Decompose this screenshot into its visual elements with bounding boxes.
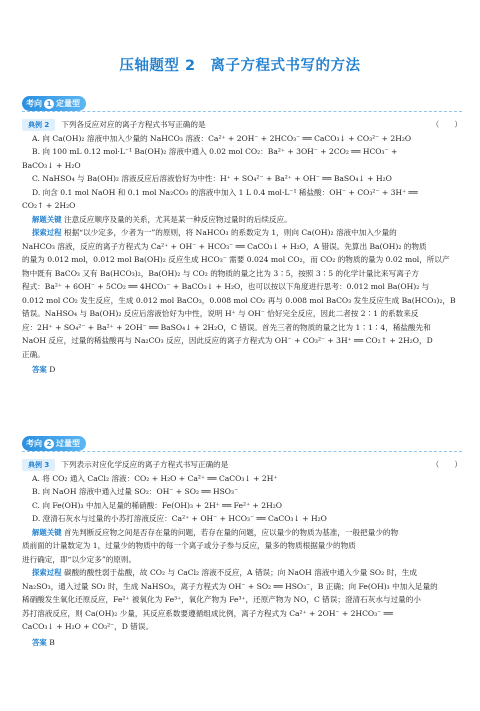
section-2-header	[22, 436, 86, 451]
key-line-2: 进行确定，即“以少定多”的原则。	[22, 554, 137, 564]
key-label: 解题关键	[32, 214, 62, 224]
process-line-4: 程式：Ba²⁺ + 6OH⁻ + 5CO₂ ══ 4HCO₃⁻ + BaCO₃↓ + H₂O，也可以按以下角度进行思考：0.012 mol Ba(OH)₂ 与	[22, 282, 430, 291]
answer-value: B	[49, 637, 55, 647]
process-line-7: 应：2H⁺ + SO₄²⁻ + Ba²⁺ + 2OH⁻ ══ BaSO₄↓ + 2H₂O，C 错误。首先三者的物质的量之比为 1∶1∶4，稀盐酸先和	[22, 322, 431, 332]
process-line-8: NaOH 反应，过量的稀盐酸再与 Na₂CO₃ 反应，因此反应的离子方程式为 OH⁻ + CO₃²⁻ + 3H⁺ ══ CO₂↑ + 2H₂O，D	[22, 336, 433, 345]
process-line-2: 稀硝酸发生氧化还原反应，Fe²⁺ 被氧化为 Fe³⁺，氧化产物为 Fe³⁺，还原产物为 NO，C 错误；澄清石灰水与过量的小	[22, 595, 421, 604]
process-text: 碳酸的酸性弱于盐酸，故 CO₂ 与 CaCl₂ 溶液不反应，A 错误；向 NaOH 溶液中通入少量 SO₂ 时，生成	[64, 568, 417, 577]
tag-label: 定量型	[56, 99, 80, 108]
key-point	[22, 213, 462, 227]
answer-value: D	[49, 365, 56, 374]
option-a: A. 向 Ca(OH)₂ 溶液中加入少量的 NaHCO₃ 溶液：Ca²⁺ + 2OH⁻ + 2HCO₃⁻ ══ CaCO₃↓ + CO₃²⁻ + 2H₂O	[32, 133, 412, 143]
process-text: 根据“以少定多，少者为一”的原则，将 NaHCO₃ 的系数定为 1，则向 Ca(OH)₂ 溶液中加入少量的	[64, 228, 397, 237]
option-a: A. 将 CO₂ 通入 CaCl₂ 溶液：CO₂ + H₂O + Ca²⁺ ══ CaCO₃↓ + 2H⁺	[32, 473, 278, 483]
process-line-0	[22, 226, 462, 240]
process-label: 探索过程	[32, 568, 62, 577]
process-line-2: 的量为 0.012 mol，0.012 mol Ba(OH)₂ 反应生成 HCO₃⁻ 需要 0.024 mol CO₂，而 CO₂ 的物质的量为 0.02 mol，所以产	[22, 255, 450, 264]
option-d-cont: CO₂↑ + 2H₂O	[22, 201, 76, 210]
page-title: 压轴题型 2 离子方程式书写的方法	[119, 58, 361, 74]
key-text: 首先判断反应物之间是否存在量的问题，若存在量的问题，应以量少的物质为基准，一般把量少的物	[64, 527, 399, 537]
section-1-divider	[22, 111, 462, 112]
process-line-1: Na₂SO₃，通入过量 SO₂ 时，生成 NaHSO₃，离子方程式为 OH⁻ + SO₂ ══ HSO₃⁻，B 正确；向 Fe(OH)₃ 中加入足量的	[22, 581, 438, 591]
tag-number: 2	[44, 439, 54, 449]
process-line-6: 错误。NaHSO₄ 与 Ba(OH)₂ 反应后溶液恰好为中性，说明 H⁺ 与 OH⁻ 恰好完全反应，因此二者按 2∶1 的系数来反	[22, 309, 419, 318]
section-2-tag	[22, 436, 86, 451]
option-b: B. 向 100 mL 0.12 mol·L⁻¹ Ba(OH)₂ 溶液中通入 0.02 mol CO₂：Ba²⁺ + 3OH⁻ + 2CO₂ ══ HCO₃⁻ +	[32, 147, 398, 156]
process-line-4: CaCO₃↓ + H₂O + CO₃²⁻，D 错误。	[22, 622, 154, 631]
tag-number: 1	[44, 99, 54, 109]
process-line-0	[22, 566, 462, 580]
example-2-block	[22, 118, 462, 377]
option-d: D. 澄清石灰水与过量的小苏打溶液反应：Ca²⁺ + OH⁻ + HCO₃⁻ ══ CaCO₃↓ + H₂O	[32, 514, 327, 523]
section-1-tag	[22, 96, 86, 111]
process-line-9: 正确。	[22, 349, 45, 359]
option-d: D. 向含 0.1 mol NaOH 和 0.1 mol Na₂CO₃ 的溶液中加入 1 L 0.4 mol·L⁻¹ 稀盐酸：OH⁻ + CO₃²⁻ + 3H⁺ ══	[32, 187, 418, 197]
tag-prefix: 考向	[26, 439, 42, 448]
option-c: C. 向 Fe(OH)₃ 中加入足量的稀硝酸：Fe(OH)₃ + 2H⁺ ══ Fe²⁺ + 2H₂O	[32, 500, 282, 510]
process-line-3: 苏打溶液反应，则 Ca(OH)₂ 少量，其反应系数要遵循组成比例，离子方程式为 Ca²⁺ + 2OH⁻ + 2HCO₃⁻ ══	[22, 608, 393, 618]
key-line-1: 质前面的计量数定为 1，过量少的物质中的每一个离子或分子参与反应，量多的物质根据量少的物质	[22, 541, 356, 550]
answer-paren: （ ）	[431, 460, 462, 469]
option-b: B. 向 NaOH 溶液中通入过量 SO₂：OH⁻ + SO₂ ══ HSO₃⁻	[32, 487, 239, 496]
key-text: 注意反应顺序及量的关系，尤其是某一种反应物过量时的后续反应。	[64, 214, 292, 224]
option-b-cont: BaCO₃↓ + H₂O	[22, 160, 81, 170]
key-label: 解题关键	[32, 527, 62, 537]
process-line-1: NaHCO₃ 溶液，反应的离子方程式为 Ca²⁺ + OH⁻ + HCO₃⁻ ══ CaCO₃↓ + H₂O，A 错误。先算出 Ba(OH)₂ 的物质	[22, 241, 427, 251]
section-1-header	[22, 96, 86, 111]
process-line-5: 0.012 mol CO₂ 发生反应，生成 0.012 mol BaCO₃，0.008 mol CO₂ 再与 0.008 mol BaCO₃ 发生反应生成 Ba(HCO₃)₂，B	[22, 295, 456, 305]
answer-row	[22, 363, 462, 377]
process-label: 探索过程	[32, 228, 62, 237]
answer-label: 答案	[32, 365, 47, 374]
example-label: 典例 2	[22, 119, 55, 131]
section-2-divider	[22, 451, 462, 452]
question-row	[22, 458, 462, 472]
example-3-block	[22, 458, 462, 649]
process-line-3: 物中既有 BaCO₃ 又有 Ba(HCO₃)₂，Ba(OH)₂ 与 CO₂ 的物质的量之比为 3∶5，按照 3∶5 的化学计量比来写离子方	[22, 268, 420, 278]
option-c: C. NaHSO₄ 与 Ba(OH)₂ 溶液反应后溶液恰好为中性：H⁺ + SO₄²⁻ + Ba²⁺ + OH⁻ ══ BaSO₄↓ + H₂O	[32, 174, 392, 183]
answer-label: 答案	[32, 637, 47, 647]
example-label: 典例 3	[22, 459, 55, 471]
tag-label: 过量型	[56, 439, 80, 448]
key-line-0	[22, 526, 462, 540]
question-text: 下列表示对应化学反应的离子方程式书写正确的是	[61, 460, 229, 469]
question-row	[22, 118, 462, 132]
question-text: 下列各反应对应的离子方程式书写正确的是	[61, 120, 206, 129]
answer-row	[22, 636, 462, 650]
tag-prefix: 考向	[26, 99, 42, 108]
answer-paren: （ ）	[431, 120, 462, 129]
